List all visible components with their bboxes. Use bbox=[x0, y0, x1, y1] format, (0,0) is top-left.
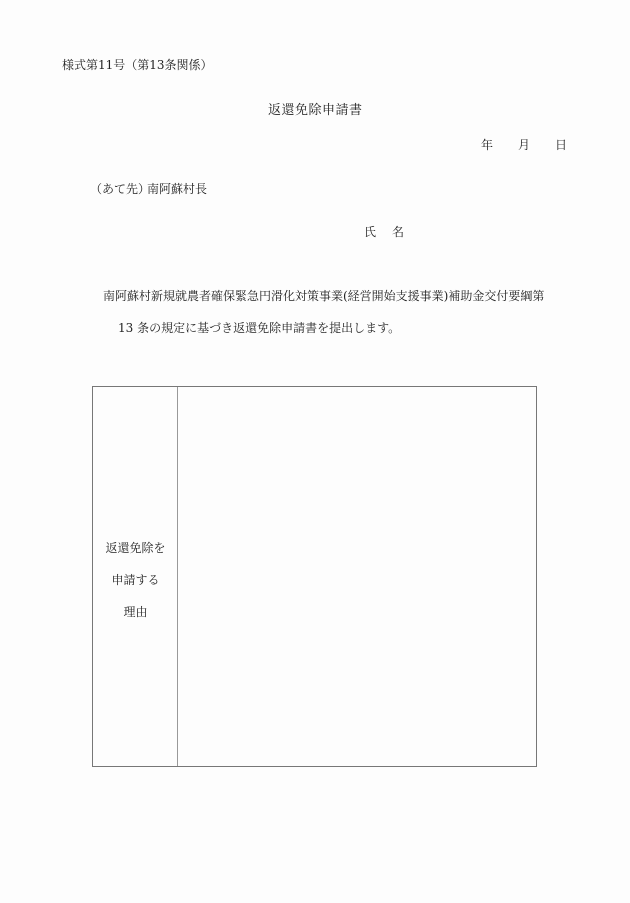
form-number: 様式第11号（第13条関係） bbox=[62, 58, 213, 72]
applicant-name-label: 氏名 bbox=[364, 225, 421, 239]
addressee-label: （あて先） bbox=[90, 182, 151, 196]
reason-label-line-2: 申請する bbox=[111, 573, 160, 587]
body-text-line-2: 13 条の規定に基づき返還免除申請書を提出します。 bbox=[118, 321, 401, 335]
body-text-line-1: 南阿蘇村新規就農者確保緊急円滑化対策事業(経営開始支援事業)補助金交付要綱第 bbox=[103, 289, 545, 303]
reason-label-line-3: 理由 bbox=[123, 605, 148, 619]
date-year-label: 年 bbox=[481, 138, 494, 152]
addressee-name: 南阿蘇村長 bbox=[147, 182, 208, 196]
date-month-label: 月 bbox=[518, 138, 531, 152]
reason-label-line-1: 返還免除を bbox=[105, 541, 166, 555]
reason-table bbox=[92, 386, 537, 767]
document-title: 返還免除申請書 bbox=[268, 103, 363, 118]
reason-label-cell bbox=[93, 387, 178, 766]
reason-value-cell[interactable] bbox=[178, 387, 536, 766]
date-day-label: 日 bbox=[555, 138, 568, 152]
